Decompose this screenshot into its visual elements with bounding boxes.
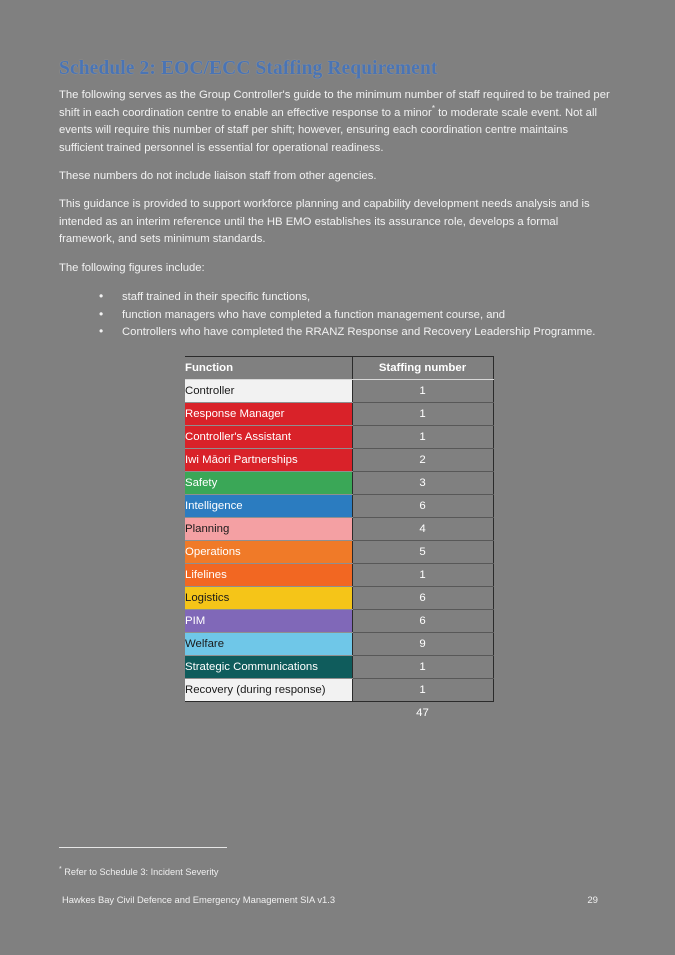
- intro-paragraph-part1: The following serves as the Group Controller's guide to the minimum number of staff required to be trained per shift in each coordination centre to enable an effective response to a minor: [59, 89, 610, 119]
- cell-function: Response Manager: [185, 403, 352, 426]
- cell-function: Operations: [185, 541, 352, 564]
- table-row: [185, 587, 493, 610]
- cell-function: Iwi Māori Partnerships: [185, 449, 352, 472]
- staffing-table-body: [185, 380, 493, 725]
- cell-function: Lifelines: [185, 564, 352, 587]
- page-footer: [62, 894, 598, 906]
- figures-bullet-list: [59, 289, 615, 342]
- table-row: [185, 541, 493, 564]
- cell-staffing-number: 6: [352, 587, 493, 610]
- list-item: • function managers who have completed a function management course, and: [99, 307, 615, 325]
- list-item: • Controllers who have completed the RRANZ Response and Recovery Leadership Programme.: [99, 324, 615, 342]
- footer-page-number: 29: [587, 895, 598, 906]
- intro-paragraph: [59, 87, 615, 157]
- cell-staffing-number: 6: [352, 495, 493, 518]
- table-row: [185, 472, 493, 495]
- cell-staffing-number: 1: [352, 380, 493, 403]
- cell-staffing-number: 2: [352, 449, 493, 472]
- table-row: [185, 610, 493, 633]
- footer-document-title: Hawkes Bay Civil Defence and Emergency Management SIA v1.3: [62, 894, 336, 905]
- staffing-table-container: [185, 356, 493, 724]
- cell-function: Intelligence: [185, 495, 352, 518]
- cell-staffing-number: 1: [352, 564, 493, 587]
- cell-function: Strategic Communications: [185, 656, 352, 679]
- cell-function: Recovery (during response): [185, 679, 352, 702]
- footnote-label: Refer to Schedule 3: Incident Severity: [61, 867, 219, 877]
- staffing-table: [185, 356, 494, 724]
- cell-staffing-number: 4: [352, 518, 493, 541]
- liaison-note-paragraph: These numbers do not include liaison staff from other agencies.: [59, 170, 377, 183]
- table-row: [185, 518, 493, 541]
- table-row: [185, 380, 493, 403]
- cell-staffing-number: 1: [352, 426, 493, 449]
- table-row: [185, 495, 493, 518]
- footnote-separator: [59, 847, 227, 848]
- intro-paragraph-part2: to moderate scale event. Not all events will require this number of staff per shift; however, ensuring each coordination centre maintains sufficient trained personnel is essential for operational readiness.: [59, 106, 597, 154]
- cell-function: Welfare: [185, 633, 352, 656]
- table-row: [185, 679, 493, 702]
- cell-staffing-number: 6: [352, 610, 493, 633]
- cell-staffing-number: 3: [352, 472, 493, 495]
- table-row: [185, 633, 493, 656]
- cell-function: Controller: [185, 380, 352, 403]
- footnote-marker: *: [59, 865, 62, 873]
- cell-staffing-number: 1: [352, 679, 493, 702]
- footnote: [59, 866, 219, 879]
- footnote-marker-inline: *: [431, 104, 435, 114]
- cell-function: Safety: [185, 472, 352, 495]
- page-content: [59, 58, 615, 342]
- cell-staffing-number: 1: [352, 403, 493, 426]
- table-row: [185, 403, 493, 426]
- page-title: Schedule 2: EOC/ECC Staffing Requirement: [59, 58, 438, 79]
- column-header-staffing-number: Staffing number: [352, 357, 493, 380]
- cell-function: PIM: [185, 610, 352, 633]
- table-row: [185, 426, 493, 449]
- cell-staffing-number: 5: [352, 541, 493, 564]
- table-total-row: [185, 702, 493, 725]
- cell-staffing-number: 9: [352, 633, 493, 656]
- guidance-paragraph: This guidance is provided to support workforce planning and capability development needs analysis and is intended as an interim reference until the HB EMO establishes its assurance role, develops a formal framework, and sets minimum standards.: [59, 198, 590, 246]
- total-staffing-number: 47: [416, 707, 429, 719]
- table-row: [185, 449, 493, 472]
- cell-function: Controller's Assistant: [185, 426, 352, 449]
- table-row: [185, 656, 493, 679]
- total-spacer: [185, 702, 352, 725]
- figures-intro-paragraph: The following figures include:: [59, 261, 205, 274]
- column-header-function: Function: [185, 357, 352, 380]
- cell-function: Planning: [185, 518, 352, 541]
- cell-staffing-number: 1: [352, 656, 493, 679]
- table-row: [185, 564, 493, 587]
- cell-function: Logistics: [185, 587, 352, 610]
- list-item: • staff trained in their specific functions,: [99, 289, 615, 307]
- table-header-row: [185, 357, 493, 380]
